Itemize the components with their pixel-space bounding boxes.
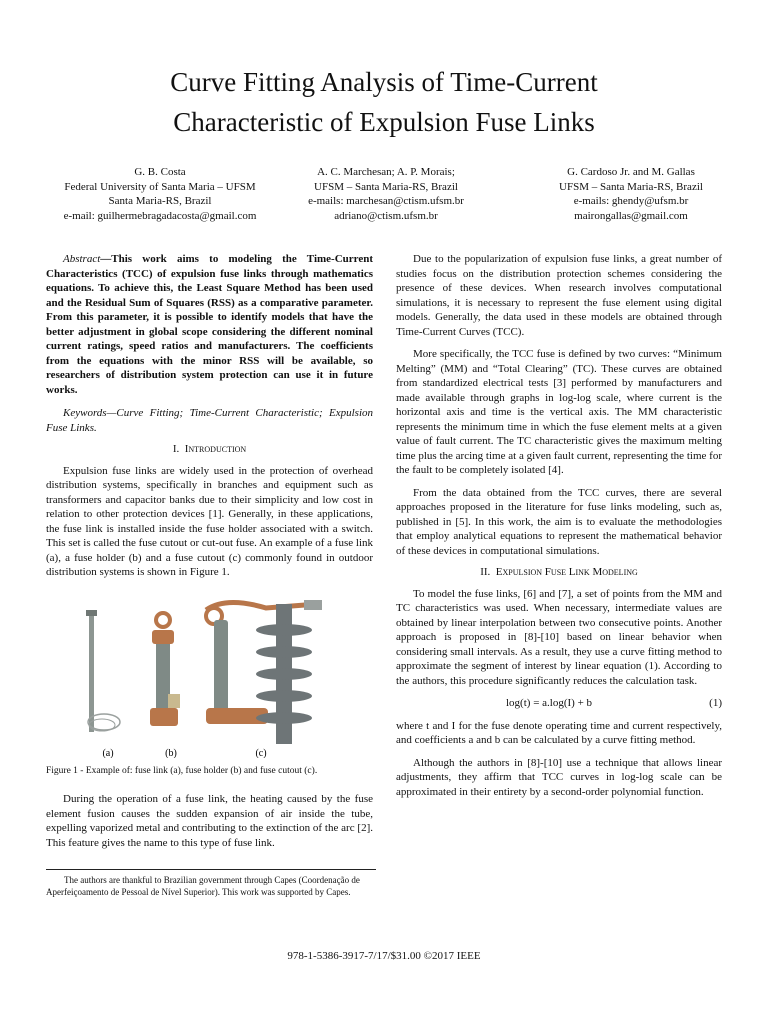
- keywords-text: —Curve Fitting; Time-Current Characteristic; Expulsion Fuse Links.: [46, 407, 373, 434]
- right-paragraph-5: where t and I for the fuse denote operating time and current respectively, and coefficients a and b can be calculated by a curve fitting method.: [396, 719, 722, 746]
- author-affiliation: Federal University of Santa Maria – UFSM: [64, 180, 256, 193]
- page-footer: 978-1-5386-3917-7/17/$31.00 ©2017 IEEE: [287, 950, 481, 962]
- figure-label-c: (c): [255, 747, 267, 758]
- author-name: G. Cardoso Jr. and M. Gallas: [567, 166, 695, 178]
- author-block-2: [278, 165, 494, 223]
- equation-1: [396, 696, 722, 711]
- figure-label-b: (b): [165, 747, 177, 758]
- keywords-label: Keywords: [63, 407, 107, 419]
- figure-caption: Figure 1 - Example of: fuse link (a), fuse holder (b) and fuse cutout (c).: [46, 765, 318, 776]
- right-paragraph-6: Although the authors in [8]-[10] use a technique that allows linear adjustments, they affirm that TCC curves in log-log scale can be approximated in their entirety by a second-order polynomial function.: [396, 756, 722, 798]
- right-paragraph-4: To model the fuse links, [6] and [7], a set of points from the MM and TC characteristics was used. When necessary, intermediate values are obtained by linear interpolation between two consecutive points. Another approach is proposed in [8]-[10] based on linear behavior when considering small intervals. As a result, they use a curve fitting method to approximate the segment of interest by linear equation (1). According to the authors, this procedure significantly reduces the calculation task.: [396, 587, 722, 687]
- fuse-link-image: [86, 610, 120, 732]
- title-line-1: Curve Fitting Analysis of Time-Current: [170, 67, 598, 97]
- section-number: I.: [172, 443, 180, 455]
- section-heading-2: [396, 565, 722, 580]
- footnote: [46, 869, 376, 898]
- author-email: e-mails: ghendy@ufsm.br: [573, 195, 689, 207]
- footnote-text: The authors are thankful to Brazilian government through Capes (Coordenação de Aperfeiçoamento de Pessoal de Nível Superior). This work was supported by Capes.: [46, 875, 360, 897]
- author-email: mairongallas@gmail.com: [574, 209, 688, 222]
- section-number: II.: [480, 566, 491, 578]
- author-name: A. C. Marchesan; A. P. Morais;: [317, 166, 455, 178]
- section-title: Introduction: [184, 443, 247, 455]
- figure-1: [56, 590, 356, 758]
- title-line-2: Characteristic of Expulsion Fuse Links: [173, 107, 595, 137]
- intro-paragraph-1: Expulsion fuse links are widely used in the protection of overhead distribution systems, specifically in branches and equipment such as transformers and capacitor banks due to their simplicity and low cost in relation to other protection devices [1]. Generally, in these applications, the fuse link is installed inside the fuse holder associated with a switch. This set is called the fuse cutout or cut-out fuse. An example of a fuse link (a), a fuse holder (b) and a fuse cutout (c) commonly found in outdoor distribution systems is shown in Figure 1.: [46, 464, 373, 578]
- fuse-cutout-image: [206, 600, 322, 744]
- author-location: Santa Maria-RS, Brazil: [108, 195, 212, 207]
- equation-number: (1): [709, 697, 722, 709]
- author-name: G. B. Costa: [134, 166, 186, 178]
- author-block-3: [518, 165, 744, 223]
- author-email: e-mail: guilhermebragadacosta@gmail.com: [63, 209, 257, 222]
- keywords: [46, 406, 373, 435]
- right-paragraph-3: From the data obtained from the TCC curves, there are several approaches proposed in the literature for fuse links modeling, such as, published in [5]. In this work, the aim is to evaluate the methodologies that employ analytical equations to represent the mathematical behavior of these devices in computational simulations.: [396, 486, 722, 557]
- abstract-text: —This work aims to modeling the Time-Current Characteristics (TCC) of expulsion fuse links through mathematics equations. To achieve this, the Least Square Method has been used and the Residual Sum of Squares (RSS) as a comparative parameter. From this parameter, it is possible to identify models that have the better adjustment in global scope considering the different nominal current ratings, speed ratios and manufacturers. The coefficients from the equations with the minor RSS will be available, so researchers of distribution system protection can use it in future works.: [46, 253, 373, 396]
- fuse-photo: [56, 590, 356, 758]
- author-email: adriano@ctism.ufsm.br: [334, 209, 438, 222]
- paper-title: [0, 62, 768, 142]
- abstract: [46, 252, 373, 397]
- right-paragraph-2: More specifically, the TCC fuse is defined by two curves: “Minimum Melting” (MM) and “Total Clearing” (TC). These curves are obtained from standardized electrical tests [3] performed by manufacturers and made available through graphs in log-log scale, where current is the horizontal axis and time is the vertical axis. The MM characteristic represents the minimum time in which the fuse element melts at a given value of fault current. The TC characteristic gives the maximum melting time plus the arcing time at a given fault current, representing the time for the fault to be completely isolated [4].: [396, 348, 722, 476]
- intro-paragraph-2: During the operation of a fuse link, the heating caused by the fuse element fusion causes the sudden expansion of air inside the tube, expelling vaporized metal and contributing to the extinction of the arc [2]. This feature gives the name to this type of fuse link.: [46, 793, 373, 849]
- section-heading-1: [46, 442, 373, 457]
- right-paragraph-1: Due to the popularization of expulsion fuse links, a great number of studies focus on the distribution protection schemes considering the presence of these devices. When research involves computational simulations, it is necessary to represent the fuse element using digital models. Generally, the data used in these models are obtained through Time-Current Curves (TCC).: [396, 253, 722, 338]
- section-title: Expulsion Fuse Link Modeling: [495, 566, 638, 578]
- equation-text: log(t) = a.log(I) + b: [506, 697, 593, 709]
- author-email: e-mails: marchesan@ctism.ufsm.br: [308, 195, 464, 207]
- abstract-label: Abstract: [63, 253, 101, 265]
- left-column: [46, 252, 373, 850]
- right-column: [396, 252, 722, 799]
- fuse-holder-image: [150, 613, 180, 726]
- author-affiliation: UFSM – Santa Maria-RS, Brazil: [314, 180, 458, 193]
- figure-label-a: (a): [102, 747, 114, 758]
- author-affiliation: UFSM – Santa Maria-RS, Brazil: [559, 180, 703, 193]
- author-block-1: [30, 165, 290, 223]
